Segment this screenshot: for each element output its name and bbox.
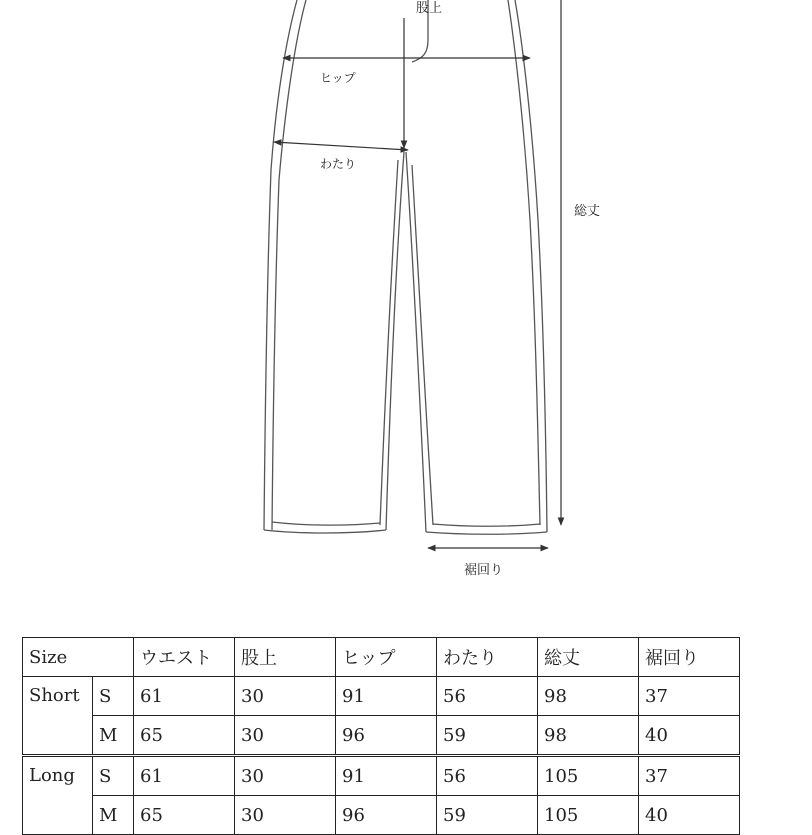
header-waist: ウエスト <box>134 638 235 677</box>
label-rise: 股上 <box>416 1 443 16</box>
header-rise: 股上 <box>235 638 336 677</box>
group-label: Short <box>23 677 93 756</box>
measure-thigh <box>274 142 408 150</box>
table-row <box>23 796 740 835</box>
size-table <box>22 637 740 835</box>
label-length: 総丈 <box>574 204 601 219</box>
value-cell: 56 <box>437 756 538 796</box>
value-cell: 61 <box>134 677 235 716</box>
table-header-row <box>23 638 740 677</box>
label-thigh: わたり <box>320 157 357 171</box>
value-cell: 91 <box>336 756 437 796</box>
header-size: Size <box>23 638 134 677</box>
header-hip: ヒップ <box>336 638 437 677</box>
value-cell: 40 <box>639 716 740 756</box>
value-cell: 61 <box>134 756 235 796</box>
group-label: Long <box>23 756 93 835</box>
value-cell: 30 <box>235 716 336 756</box>
value-cell: 40 <box>639 796 740 835</box>
value-cell: 98 <box>538 677 639 716</box>
value-cell: 59 <box>437 796 538 835</box>
header-thigh: わたり <box>437 638 538 677</box>
value-cell: 30 <box>235 677 336 716</box>
value-cell: 96 <box>336 716 437 756</box>
header-hem: 裾回り <box>639 638 740 677</box>
value-cell: 105 <box>538 796 639 835</box>
value-cell: 30 <box>235 796 336 835</box>
value-cell: 56 <box>437 677 538 716</box>
table-row <box>23 677 740 716</box>
size-cell: M <box>93 716 134 756</box>
value-cell: 96 <box>336 796 437 835</box>
table-row <box>23 716 740 756</box>
value-cell: 30 <box>235 756 336 796</box>
size-cell: S <box>93 756 134 796</box>
value-cell: 65 <box>134 796 235 835</box>
label-hem: 裾回り <box>464 563 504 578</box>
value-cell: 98 <box>538 716 639 756</box>
pants-outline <box>264 0 547 534</box>
value-cell: 37 <box>639 756 740 796</box>
header-length: 総丈 <box>538 638 639 677</box>
table-row <box>23 756 740 796</box>
value-cell: 59 <box>437 716 538 756</box>
value-cell: 105 <box>538 756 639 796</box>
value-cell: 65 <box>134 716 235 756</box>
value-cell: 91 <box>336 677 437 716</box>
value-cell: 37 <box>639 677 740 716</box>
size-cell: S <box>93 677 134 716</box>
label-hip: ヒップ <box>320 71 356 85</box>
size-cell: M <box>93 796 134 835</box>
